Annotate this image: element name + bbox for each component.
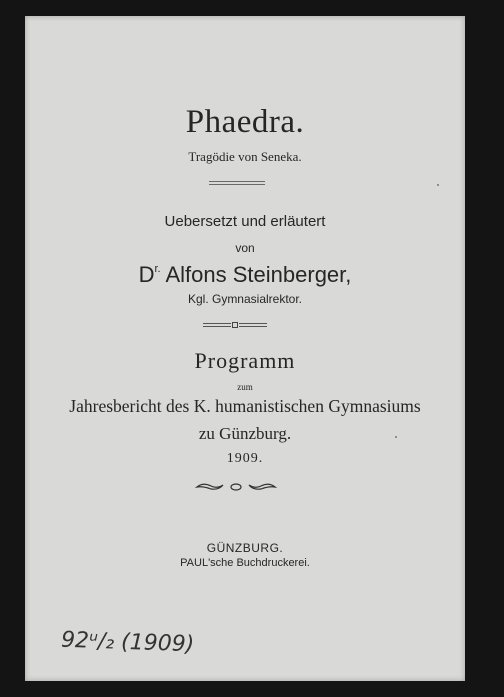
- author-prefix: D: [138, 262, 155, 287]
- year-line: 1909.: [226, 451, 264, 466]
- place-line: zu Günzburg.: [198, 424, 292, 443]
- paper-speck: [437, 184, 439, 186]
- divider-rule-top: [209, 181, 265, 182]
- printer-city: GÜNZBURG.: [206, 541, 284, 555]
- divider-ornament-icon: [203, 321, 267, 329]
- author-name: [25, 262, 465, 288]
- von-line: von: [235, 241, 255, 255]
- translated-line: Uebersetzt und erläutert: [164, 213, 326, 230]
- zum-line: zum: [237, 382, 253, 392]
- author-prefix-sup: r.: [154, 262, 161, 275]
- report-title: Jahresbericht des K. humanistischen Gymnasiums: [69, 396, 421, 416]
- subtitle: Tragödie von Seneka.: [188, 149, 302, 164]
- handwritten-shelf-mark: 92ᵘ/₂ (1909): [60, 627, 195, 658]
- book-title: Phaedra.: [185, 104, 305, 140]
- flourish-ornament-icon: [195, 482, 277, 492]
- divider-rule-top-2: [209, 184, 265, 185]
- author-rank: Kgl. Gymnasialrektor.: [187, 292, 303, 306]
- programm-heading: Programm: [194, 348, 296, 373]
- paper-speck: [395, 436, 397, 438]
- title-page: [25, 16, 465, 681]
- author-name-text: Alfons Steinberger,: [165, 262, 352, 287]
- printer-name: PAUL'sche Buchdruckerei.: [180, 557, 310, 569]
